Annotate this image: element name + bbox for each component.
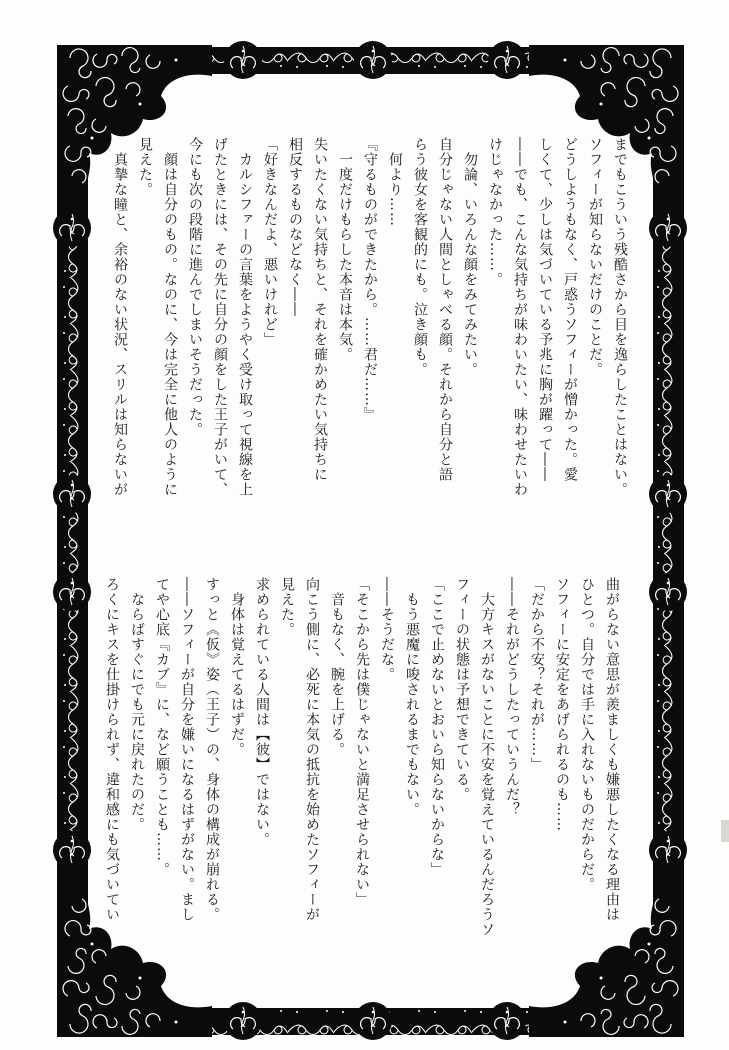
medallion-icon	[53, 475, 91, 513]
medallion-icon	[649, 573, 687, 611]
text-column: すっと《仮》姿（王子）の、身体の構成が崩れる。	[204, 577, 220, 922]
text-column: 今にも次の段階に進んでしまいそうだった。	[187, 137, 203, 437]
scan-artifact	[721, 820, 729, 842]
medallion-icon	[224, 1002, 262, 1040]
text-column: ソフィーが知らないだけのことだ。	[587, 137, 603, 377]
text-column: 「ここで止めないとおいら知らないからな」	[429, 577, 445, 877]
text-column: 求められている人間は【彼】ではない。	[254, 577, 270, 847]
text-column: ――ソフィーが自分を嫌いになるはずがない。まし	[179, 577, 195, 922]
text-column: ――でも、こんな気持ちが味わいたい、味わせたいわ	[512, 137, 528, 497]
text-column: けじゃなかった……。	[487, 137, 503, 287]
text-column: ――それがどうしたっていうんだ？	[504, 577, 520, 817]
text-column: ならばすぐにでも元に戻れたのだ。	[129, 577, 145, 832]
medallion-icon	[649, 475, 687, 513]
medallion-icon	[53, 209, 91, 247]
lower-text-block	[99, 577, 624, 959]
text-column: 失いたくない気持ちと、それを確かめたい気持ちに	[312, 137, 328, 482]
text-column: ひとつ。自分では手に入れないものだからだ。	[579, 577, 595, 892]
upper-text-block	[107, 137, 632, 519]
text-column: 「だから不安？それが……」	[529, 577, 545, 772]
text-column: 身体は覚えてるはずだ。	[229, 577, 245, 757]
text-column: 見えた。	[137, 137, 153, 197]
text-column: 真摯な瞳と、余裕のない状況、スリルは知らないが	[112, 137, 128, 497]
text-column: げたときには、その先に自分の顔をした王子がいて、	[212, 137, 228, 497]
text-column: フィーの状態は予想できている。	[454, 577, 470, 802]
medallion-icon	[53, 831, 91, 869]
text-column: 向こう側に、必死に本気の抵抗を始めたソフィーが	[304, 577, 320, 922]
text-column: 勿論、いろんな顔をみてみたい。	[462, 137, 478, 377]
text-column: 「そこから先は僕じゃないと満足させられない」	[354, 577, 370, 907]
medallion-icon	[488, 1002, 526, 1040]
text-column: 自分じゃない人間としゃべる顔。それから自分と語	[437, 137, 453, 482]
medallion-icon	[649, 831, 687, 869]
medallion-icon	[354, 41, 392, 79]
medallion-icon	[354, 1002, 392, 1040]
text-column: までもこういう残酷さから目を逸らしたことはない。	[612, 137, 628, 497]
text-column: 曲がらない意思が羨ましくも嫌悪したくなる理由は	[604, 577, 620, 922]
text-column: ソフィーに安定をあげられるのも……	[554, 577, 570, 832]
text-column: 相反するものなどなく――	[287, 137, 303, 317]
text-column: らう彼女を客観的にも。泣き顔も。	[412, 137, 428, 377]
text-column: 大方キスがないことに不安を覚えているんだろうソ	[479, 577, 495, 937]
text-column: ろくにキスを仕掛けられず、違和感にも気づいてい	[104, 577, 120, 922]
text-column: 一度だけもらした本音は本気。	[337, 137, 353, 362]
text-column: しくて、少しは気づいている予兆に胸が躍って――	[537, 137, 553, 482]
text-column: ――そうだな。	[379, 577, 395, 682]
medallion-icon	[649, 209, 687, 247]
text-column: どうしようもなく、戸惑うソフィーが憎かった。愛	[562, 137, 578, 482]
text-column: 見えた。	[279, 577, 295, 637]
medallion-icon	[224, 41, 262, 79]
text-column: 顔は自分のもの。なのに、今は完全に他人のように	[162, 137, 178, 497]
text-column: もう悪魔に唆されるまでもない。	[404, 577, 420, 817]
text-column: てや心底『カブ』に、など願うことも……。	[154, 577, 170, 877]
text-column: 音もなく、腕を上げる。	[329, 577, 345, 757]
text-column: 何より……	[387, 137, 403, 227]
medallion-icon	[488, 41, 526, 79]
text-column: カルシファーの言葉をようやく受け取って視線を上	[237, 137, 253, 497]
text-column: 「好きなんだよ、悪いけれど」	[262, 137, 278, 347]
medallion-icon	[53, 573, 91, 611]
text-column: 『守るものができたから。……君だ……』	[362, 137, 378, 422]
